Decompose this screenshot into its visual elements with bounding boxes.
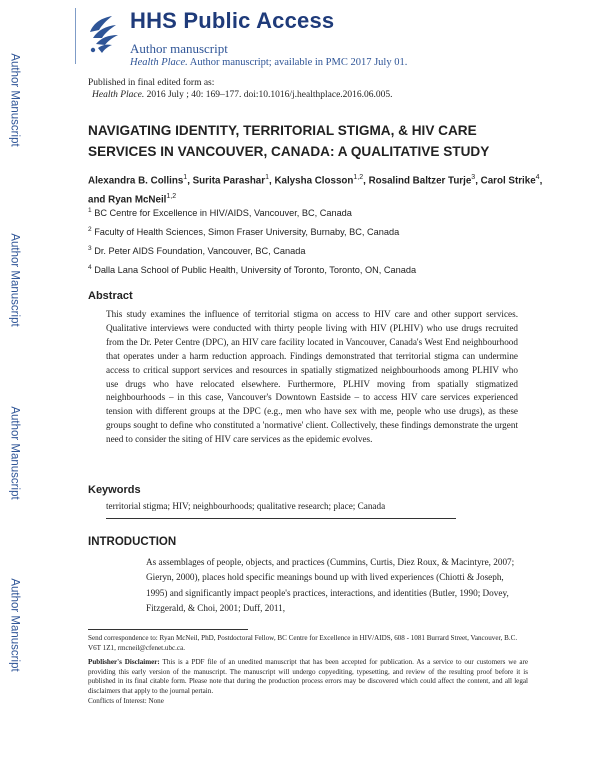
sidebar-label: Author Manuscript xyxy=(9,406,22,500)
keywords-divider xyxy=(106,518,456,519)
abstract-heading: Abstract xyxy=(88,290,133,302)
footnote-divider xyxy=(88,629,248,630)
hhs-eagle-logo-icon xyxy=(84,12,122,58)
affiliation: $^1$ BC Centre for Excellence in HIV/AIDS, Vancouver, BC, Canada xyxy=(88,207,352,219)
author-name: Rosalind Baltzer Turje xyxy=(368,175,472,187)
introduction-text: As assemblages of people, objects, and practices (Cummins, Curtis, Diez Roux, & Macintyre, 2007; Gieryn, 2000), places hold specific meanings bound up with lived experiences (Chiotti & Joseph, 1995) and significantly impact people's practices, interactions, and identities (Butler, 1990; Dovey, Fitzgerald, & Choi, 2001; Duff, 2011, xyxy=(146,557,515,614)
disclaimer-text: This is a PDF file of an unedited manuscript that has been accepted for publication. As a service to our customers we are providing this early version of the manuscript. The manuscript will undergo copyediting, typesetting, and review of the resulting proof before it is published in its final citable form. Please note that during the production process errors may be discovered which could affect the content, and all legal disclaimers that apply to the journal pertain. xyxy=(88,658,528,695)
author-name: Surita Parashar xyxy=(192,175,266,187)
affiliation: $^3$ Dr. Peter AIDS Foundation, Vancouver, BC, Canada xyxy=(88,245,306,257)
published-label: Published in final edited form as: xyxy=(88,78,215,88)
header-divider xyxy=(75,8,76,64)
author-list: Alexandra B. Collins$^1$, Surita Parashar$^1$, Kalysha Closson$^{1,2}$, Rosalind Baltzer Turje$^3$, Carol Strike$^4$, and Ryan McNeil$^{1,2}$ xyxy=(88,174,543,206)
citation-journal: Health Place. xyxy=(92,90,145,100)
author-affil-sup: 1 xyxy=(183,174,188,181)
author-affil-sup: 1,2 xyxy=(166,193,177,201)
author-name: Kalysha Closson xyxy=(274,175,354,187)
hhs-subtitle: Author manuscript xyxy=(130,41,228,56)
author-affil-sup: 1,2 xyxy=(353,174,364,181)
disclaimer-label: Publisher's Disclaimer: xyxy=(88,658,160,666)
abstract-text: This study examines the influence of territorial stigma on access to HIV care and other support services. Qualitative interviews were conducted with thirty people living with HIV (PLHIV) who use drugs recruited from the Dr. Peter Centre (DPC), an HIV care facility located in Vancouver, Canada's West End neighbourhood that operates under a harm reduction approach. Findings demonstrated that territorial stigma can undermine access to critical support services and resources in spatially stigmatized neighbourhoods among PLHIV who use drugs who have relocated elsewhere. Furthermore, PLHIV moving from spatially stigmatized neighbourhoods – in this case, Vancouver's Downtown Eastside – to access HIV care services experienced tension with different groups at the DPC (e.g., men who have sex with me, people who use drugs), as these groups sought to define who constituted a 'normative' client. Collectively, these findings demonstrate the urgent need to consider the siting of HIV care services as the epidemic evolves. xyxy=(106,309,518,445)
sidebar-label: Author Manuscript xyxy=(9,578,22,672)
availability-text: Author manuscript; available in PMC 2017 July 01. xyxy=(187,57,408,68)
correspondence-note: Send correspondence to: Ryan McNeil, PhD, Postdoctoral Fellow, BC Centre for Excellence in HIV/AIDS, 608 - 1081 Burrard Street, Vancouver, B.C. V6T 1Z1, rmcneil@cfenet.ubc.ca. xyxy=(88,634,518,652)
publisher-disclaimer xyxy=(88,658,528,696)
sidebar-label: Author Manuscript xyxy=(9,233,22,327)
conflicts-of-interest: Conflicts of Interest: None xyxy=(88,697,164,705)
citation-details: 2016 July ; 40: 169–177. doi:10.1016/j.healthplace.2016.06.005. xyxy=(144,90,393,100)
author-affil-sup: 1 xyxy=(265,174,269,181)
hhs-title: HHS Public Access xyxy=(130,8,335,33)
author-affil-sup: 4 xyxy=(535,174,540,181)
keywords-text: territorial stigma; HIV; neighbourhoods; qualitative research; place; Canada xyxy=(106,501,386,511)
keywords-heading: Keywords xyxy=(88,484,141,496)
author-name: Ryan McNeil xyxy=(108,194,167,206)
availability-note xyxy=(130,57,407,68)
author-affil-sup: 3 xyxy=(471,174,476,181)
citation xyxy=(92,90,393,100)
author-name: Alexandra B. Collins xyxy=(88,175,184,187)
author-name: Carol Strike xyxy=(480,175,536,187)
introduction-heading: INTRODUCTION xyxy=(88,536,177,548)
article-title: NAVIGATING IDENTITY, TERRITORIAL STIGMA, & HIV CARE SERVICES IN VANCOUVER, CANADA: A QUALITATIVE STUDY xyxy=(88,123,490,159)
affiliation: $^4$ Dalla Lana School of Public Health, University of Toronto, Toronto, ON, Canada xyxy=(88,264,417,276)
sidebar-label: Author Manuscript xyxy=(9,53,22,147)
affiliation: $^2$ Faculty of Health Sciences, Simon Fraser University, Burnaby, BC, Canada xyxy=(88,226,400,238)
journal-name: Health Place. xyxy=(130,57,188,68)
